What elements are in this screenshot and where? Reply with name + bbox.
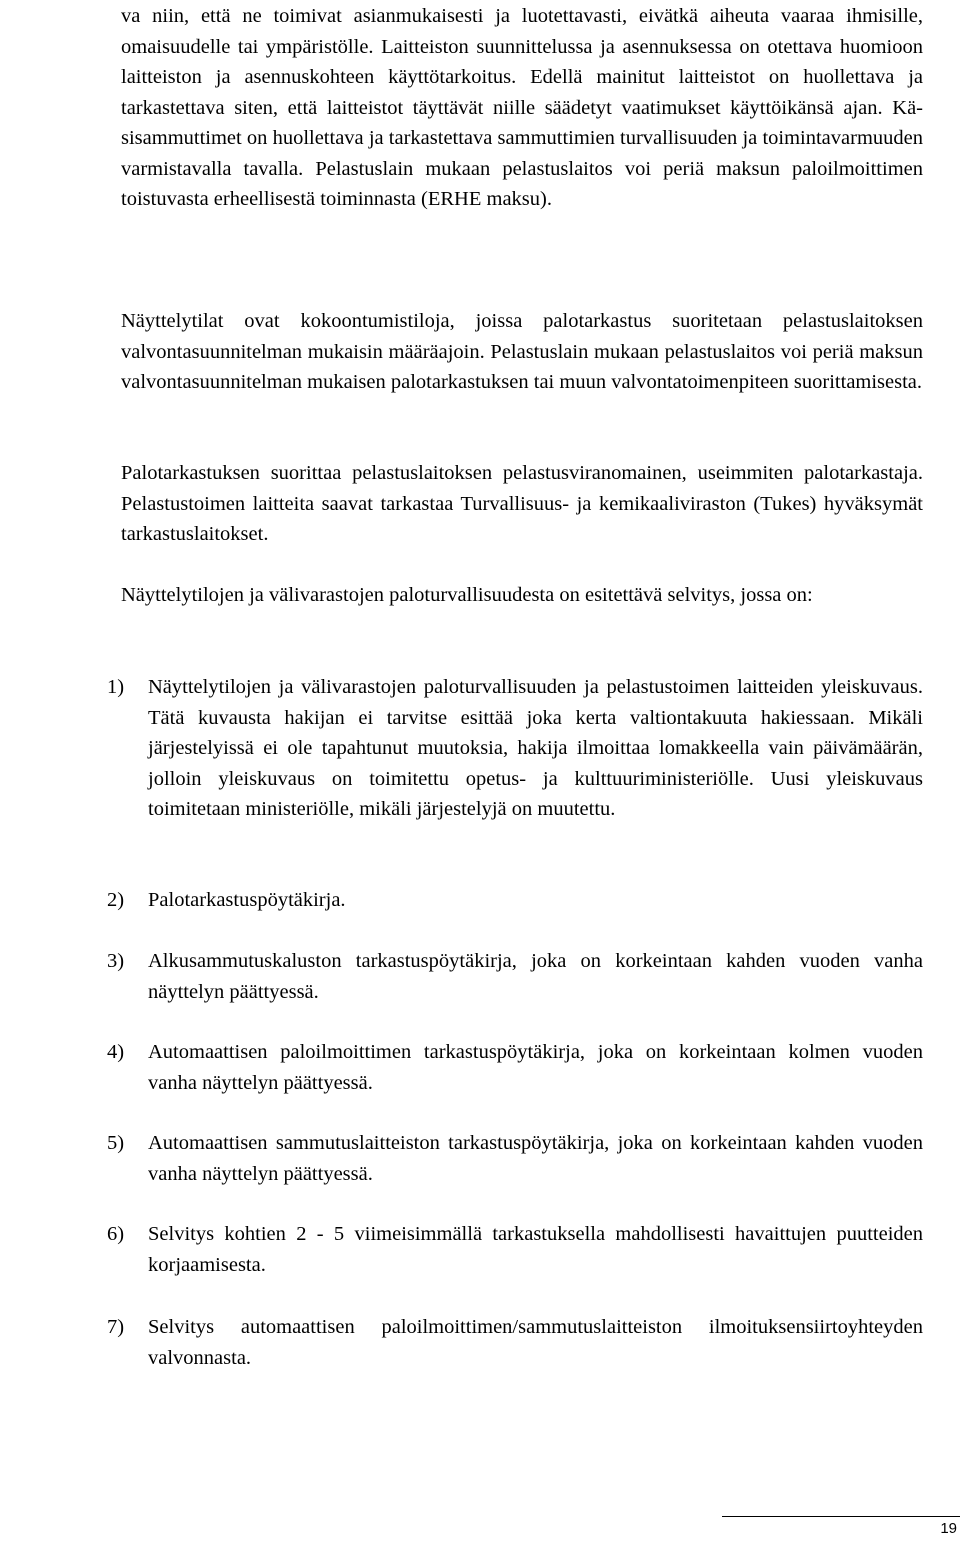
list-text: Palotarkastuspöytäkirja. [148,889,346,911]
list-number: 5) [107,1132,125,1154]
list-text: Alkusammutuskaluston tarkastuspöytäkirja, joka on korkeintaan kahden vuoden vanha näyttelyn päättyessä. [148,950,923,1003]
paragraph-maintenance: va niin, että ne toimivat asianmukaisesti ja luotettavasti, eivätkä aiheuta vaaraa ihmisille, omaisuudelle tai ympäristölle. Laitteiston suunnittelussa ja asennuksessa on otettava huomioon laitteiston ja asennuskohteen käyttötarkoitus. Edellä mainitut laitteistot on huollettava ja tarkastettava siten, että laitteistot täyttävät niille säädetyt vaatimukset käyttöikänsä ajan. Käsisammuttimet on huollettava ja tarkastettava sammuttimien turvallisuuden ja toimintavarmuuden varmistavalla tavalla. Pelastuslain mukaan pelastuslaitos voi periä maksun paloilmoittimen toistuvasta erheellisestä toiminnasta (ERHE maksu). [121,5,923,210]
list-item-6 [107,1219,923,1280]
list-item-2 [107,885,923,916]
list-item-3 [107,946,923,1007]
list-item-7 [107,1312,923,1373]
list-item-4 [107,1037,923,1098]
list-item-1 [107,672,923,825]
list-text: Selvitys kohtien 2 - 5 viimeisimmällä tarkastuksella mahdollisesti havaittujen puutteiden korjaamisesta. [148,1223,923,1276]
paragraph-exhibition-spaces: Näyttelytilat ovat kokoontumistiloja, joissa palotarkastus suoritetaan pelastuslaitoksen valvontasuunnitelman mukaisin määräajoin. Pelastuslain mukaan pelastuslaitos voi periä maksun valvontasuunnitelman mukaisen palotarkastuksen tai muun valvontatoimenpiteen suorittamisesta. [121,310,923,393]
list-text: Automaattisen sammutuslaitteiston tarkastuspöytäkirja, joka on korkeintaan kahden vuoden vanha näyttelyn päättyessä. [148,1132,923,1185]
page-number: 19 [940,1520,957,1537]
list-number: 4) [107,1041,125,1063]
list-text: Automaattisen paloilmoittimen tarkastuspöytäkirja, joka on korkeintaan kolmen vuoden vanha näyttelyn päättyessä. [148,1041,923,1094]
list-item-5 [107,1128,923,1189]
footer-rule [722,1516,960,1517]
list-number: 7) [107,1316,125,1338]
list-number: 6) [107,1223,125,1245]
list-text: Näyttelytilojen ja välivarastojen paloturvallisuuden ja pelastustoimen laitteiden yleiskuvaus. Tätä kuvausta hakijan ei tarvitse esittää joka kerta valtiontakuuta hakiessaan. Mikäli järjestelyissä ei ole tapahtunut muutoksia, hakija ilmoittaa lomakkeella vain päivämäärän, jolloin yleiskuvaus on toimitettu opetus- ja kulttuuriministeriölle. Uusi yleiskuvaus toimitetaan ministeriölle, mikäli järjestelyjä on muutettu. [148,676,923,820]
list-text: Selvitys automaattisen paloilmoittimen/sammutuslaitteiston ilmoituksensiirtoyhteyden valvonnasta. [148,1316,923,1369]
list-number: 2) [107,889,125,911]
paragraph-inspection-authority: Palotarkastuksen suorittaa pelastuslaitoksen pelastusviranomainen, useimmiten palotarkastaja. Pelastustoimen laitteita saavat tarkastaa Turvallisuus- ja kemikaaliviraston (Tukes) hyväksymät tarkastuslaitokset. [121,462,923,545]
list-number: 1) [107,676,125,698]
list-number: 3) [107,950,125,972]
paragraph-report-intro: Näyttelytilojen ja välivarastojen paloturvallisuudesta on esitettävä selvitys, jossa on: [121,584,813,606]
